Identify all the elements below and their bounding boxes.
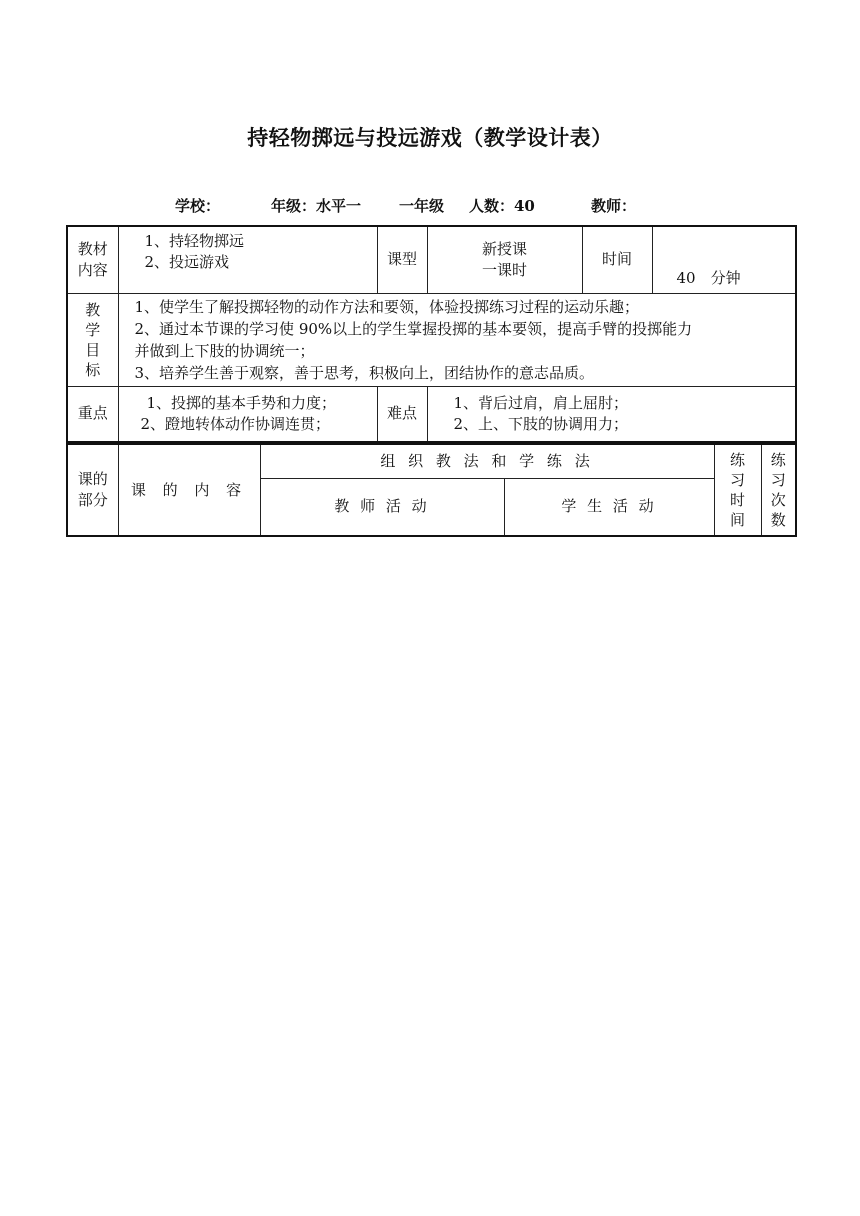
lesson-info-table — [66, 225, 797, 443]
goal-item: 2、通过本节课的学习使 90%以上的学生掌握投掷的基本要领，提高手臂的投掷能力 — [134, 319, 693, 338]
difficult-point: 2、上、下肢的协调用力； — [453, 414, 629, 433]
goal-item: 并做到上下肢的协调统一； — [134, 341, 315, 360]
material-item: 2、投远游戏 — [144, 253, 230, 271]
content-label: 课 的 内 容 — [118, 444, 260, 536]
grade-label: 年级：水平一 — [271, 197, 362, 215]
goal-item: 3、培养学生善于观察，善于思考，积极向上，团结协作的意志品质。 — [134, 363, 595, 382]
method-label: 组 织 教 法 和 学 练 法 — [260, 444, 714, 478]
practice-count-label: 练 习 次 数 — [761, 444, 796, 536]
key-points — [118, 386, 377, 442]
difficult-points — [427, 386, 796, 442]
material-item: 1、持轻物掷远 — [144, 232, 245, 250]
key-label: 重点 — [67, 386, 118, 442]
key-point: 2、蹬地转体动作协调连贯； — [140, 414, 331, 433]
goals-content — [118, 293, 796, 386]
time-value: 40 分钟 — [652, 226, 796, 293]
teacher-label: 教师： — [591, 197, 637, 215]
time-label: 时间 — [582, 226, 652, 293]
document-title: 持轻物掷远与投远游戏（教学设计表） — [247, 125, 613, 150]
lesson-type-value: 新授课 一课时 — [427, 226, 582, 293]
school-label: 学校： — [175, 197, 221, 215]
grade-value: 一年级 — [399, 197, 445, 215]
student-activity-label: 学 生 活 动 — [504, 478, 714, 536]
goal-item: 1、使学生了解投掷轻物的动作方法和要领，体验投掷练习过程的运动乐趣； — [134, 297, 640, 316]
difficult-point: 1、背后过肩，肩上屈肘； — [453, 393, 629, 412]
lesson-structure-table — [66, 443, 797, 537]
difficult-label: 难点 — [377, 386, 427, 442]
lesson-type-label: 课型 — [377, 226, 427, 293]
material-items — [118, 226, 377, 293]
goals-label: 教 学 目 标 — [67, 293, 118, 386]
key-point: 1、投掷的基本手势和力度； — [146, 393, 337, 412]
teacher-activity-label: 教 师 活 动 — [260, 478, 504, 536]
material-label: 教材 内容 — [67, 226, 118, 293]
practice-time-label: 练 习 时 间 — [714, 444, 761, 536]
part-label: 课的 部分 — [67, 444, 118, 536]
count-label: 人数：40 — [469, 197, 535, 215]
